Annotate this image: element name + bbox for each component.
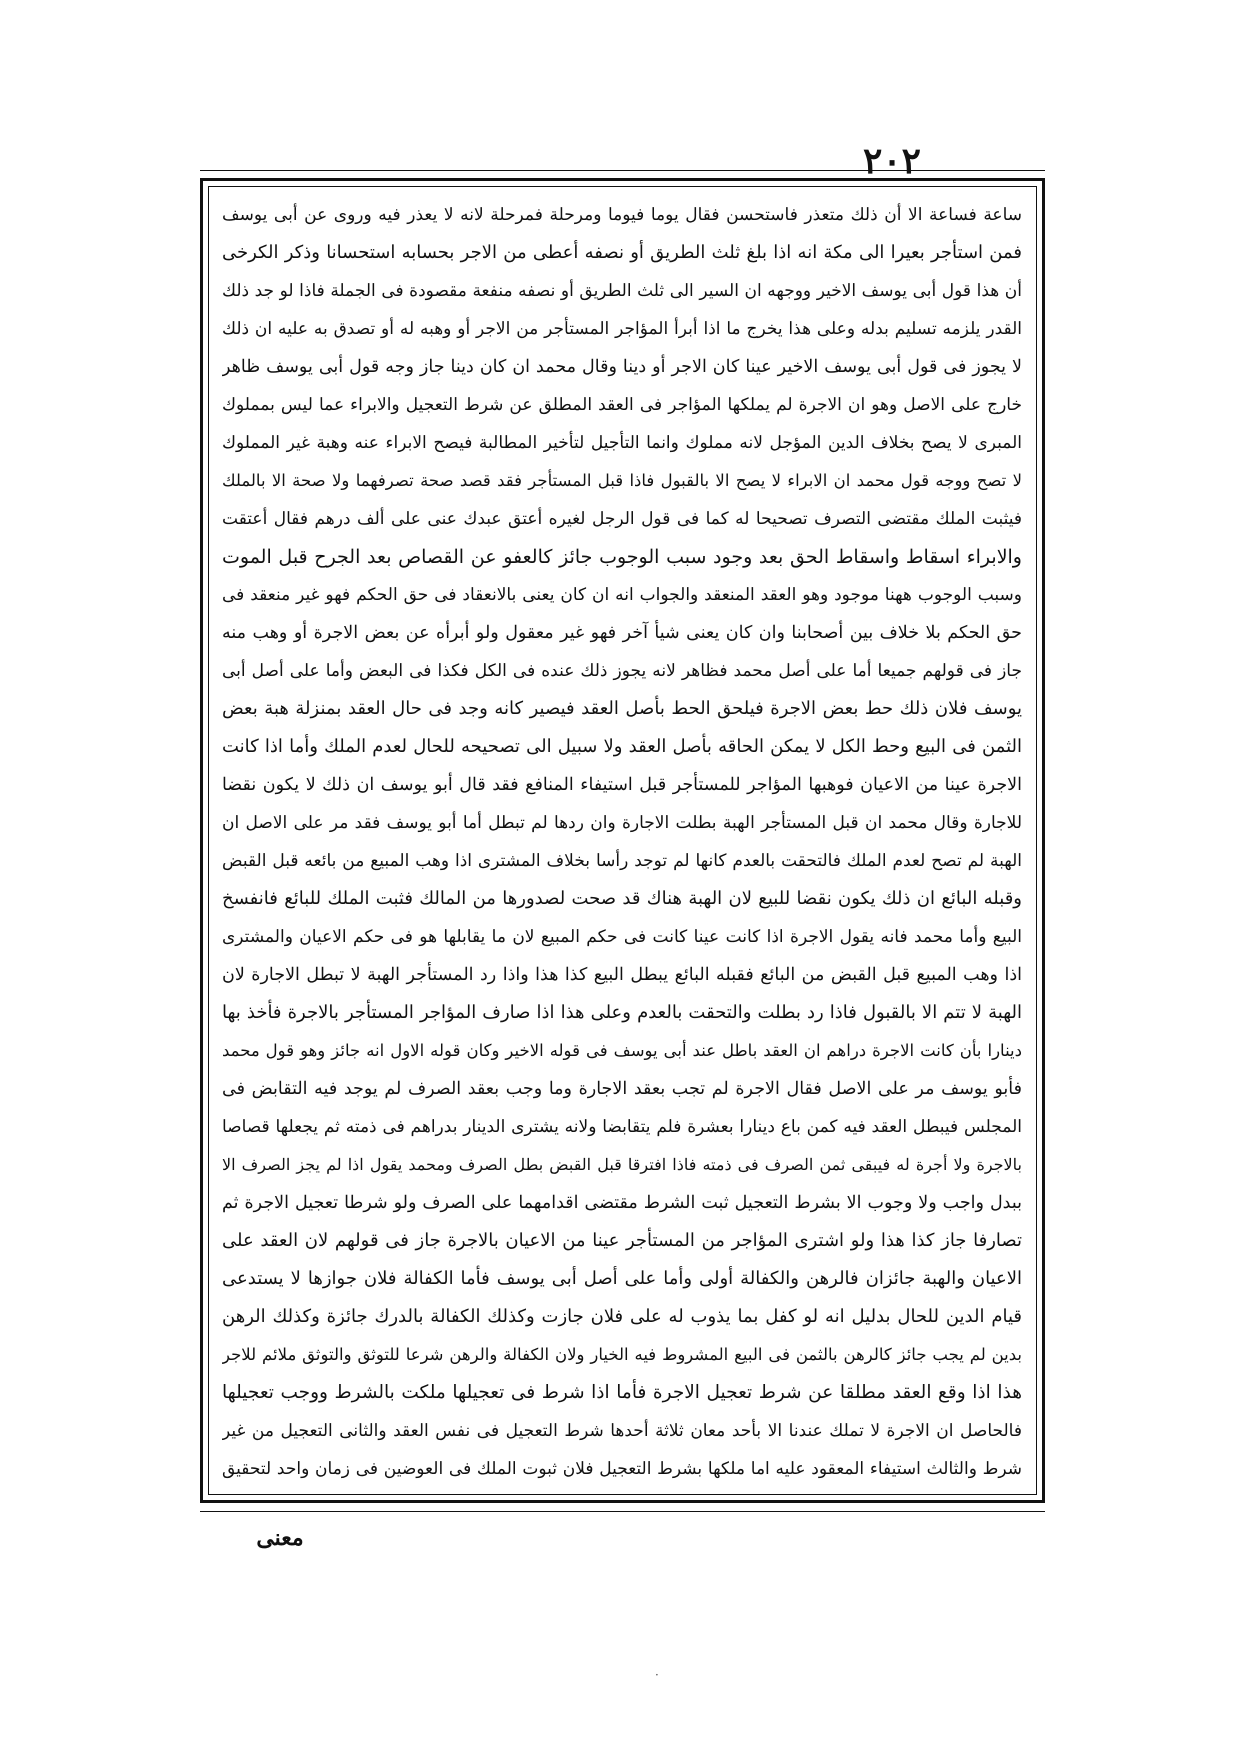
body-text — [222, 196, 1022, 1488]
text-line: وسبب الوجوب ههنا موجود وهو العقد المنعقد والجواب انه ان كان يعنی بالانعقاد فی حق الحكم فهو غير منعقد فی — [222, 585, 1022, 605]
text-line: دينارا بأن كانت الاجرة دراهم ان العقد باطل عند أبی يوسف فی قوله الاخير وكان قوله الاول انه جائز وهو قول محمد — [222, 1041, 1022, 1060]
frame-bottom-rule — [200, 1511, 1045, 1512]
text-line: المجلس فيبطل العقد فيه كمن باع دينارا بعشرة فلم يتقابضا ولانه يشتری الدينار بدراهم فی ذمته ثم يجعلها قصاصا — [222, 1117, 1022, 1137]
frame-top-rule — [200, 170, 1045, 171]
text-line: الاجرة عينا من الاعيان فوهبها المؤاجر للمستأجر قبل استيفاء المنافع فقد قال أبو يوسف ان ذلك لا يكون نقضا — [222, 775, 1022, 795]
text-line: المبری لا يصح بخلاف الدين المؤجل لانه مملوك وانما التأجيل لتأخير المطالبة فيصح الابراء عنه وهبة غير المملوك — [222, 433, 1022, 453]
catchword: معنی — [256, 1525, 304, 1551]
text-line: للاجارة وقال محمد ان قبل المستأجر الهبة بطلت الاجارة وان ردها لم تبطل أما أبو يوسف فقد مر على الاصل ان — [222, 813, 1022, 833]
text-line: هذا اذا وقع العقد مطلقا عن شرط تعجيل الاجرة فأما اذا شرط فی تعجيلها ملكت بالشرط ووجب تعجيلها — [222, 1382, 1022, 1403]
text-line: أن هذا قول أبی یوسف الاخير ووجهه ان السير الى ثلث الطريق أو نصفه منفعة مقصودة فی الجملة فاذا لو جد ذلك — [222, 281, 1022, 301]
text-line: بدين لم يجب جائز كالرهن بالثمن فی البيع المشروط فيه الخيار ولان الكفالة والرهن شرعا للتوثق والتوثق ملائم للاجر — [222, 1345, 1022, 1364]
text-line: لا تصح ووجه قول محمد ان الابراء لا يصح الا بالقبول فاذا قبل المستأجر فقد قصد صحة تصرفهما ولا صحة الا بالملك — [222, 471, 1022, 490]
text-line: والابراء اسقاط واسقاط الحق بعد وجود سبب الوجوب جائز كالعفو عن القصاص بعد الجرح قبل الموت — [222, 546, 1022, 568]
text-line: الهبة لم تصح لعدم الملك فالتحقت بالعدم كانها لم توجد رأسا بخلاف المشتری اذا وهب المبيع من بائعه قبل القبض — [222, 851, 1022, 871]
text-line: الاعيان والهبة جائزان فالرهن والكفالة أولى وأما على أصل أبی يوسف فأما الكفالة فلان جوازها لا يستدعی — [222, 1268, 1022, 1289]
text-line: فأبو يوسف مر على الاصل فقال الاجرة لم تجب بعقد الاجارة وما وجب بعقد الصرف لم يوجد فيه التقابض فی — [222, 1079, 1022, 1099]
text-line: ببدل واجب ولا وجوب الا بشرط التعجيل ثبت الشرط مقتضى اقدامهما على الصرف ولو شرطا تعجيل الاجرة ثم — [222, 1193, 1022, 1213]
text-line: تصارفا جاز كذا هذا ولو اشترى المؤاجر من المستأجر عينا من الاعيان بالاجرة جاز فی قولهم لان العقد على — [222, 1230, 1022, 1251]
text-line: قيام الدين للحال بدليل انه لو كفل بما يذوب له على فلان جازت وكذلك الكفالة بالدرك جائزة وكذلك الرهن — [222, 1306, 1022, 1327]
text-line: الثمن فی البيع وحط الكل لا يمكن الحاقه بأصل العقد ولا سبيل الى تصحيحه للحال لعدم الملك وأما اذا كانت — [222, 736, 1022, 757]
text-line: الهبة لا تتم الا بالقبول فاذا رد بطلت والتحقت بالعدم وعلى هذا اذا صارف المؤاجر المستأجر بالاجرة فأخذ بها — [222, 1002, 1022, 1023]
text-line: يوسف فلان ذلك حط بعض الاجرة فيلحق الحط بأصل العقد فيصير كانه وجد فی حال العقد بمنزلة هبة بعض — [222, 698, 1022, 719]
text-line: فالحاصل ان الاجرة لا تملك عندنا الا بأحد معان ثلاثة أحدها شرط التعجيل فی نفس العقد والثانی التعجيل من غير — [222, 1421, 1022, 1441]
text-line: وقبله البائع ان ذلك يكون نقضا للبيع لان الهبة هناك قد صحت لصدورها من المالك فثبت الملك للبائع فانفسخ — [222, 888, 1022, 909]
text-line: اذا وهب المبيع قبل القبض من البائع فقبله البائع يبطل البيع كذا هذا واذا رد المستأجر الهبة لا تبطل الاجارة لان — [222, 965, 1022, 985]
text-line: حق الحكم بلا خلاف بين أصحابنا وان كان يعنی شيأ آخر فهو غير معقول ولو أبرأه عن بعض الاجرة أو وهب منه — [222, 623, 1022, 643]
text-line: جاز فی قولهم جميعا أما على أصل محمد فظاهر لانه يجوز ذلك عنده فی الكل فكذا فی البعض وأما على أصل أبی — [222, 661, 1022, 681]
text-line: فمن استأجر بعيرا الى مكة انه اذا بلغ ثلث الطريق أو نصفه أعطى من الاجر بحسابه استحسانا وذكر الكرخی — [222, 242, 1022, 263]
scan-speck: · — [655, 1668, 659, 1682]
text-line: شرط والثالث استيفاء المعقود عليه اما ملكها بشرط التعجيل فلان ثبوت الملك فی العوضين فی زمان واحد لتحقيق — [222, 1459, 1022, 1479]
text-line: ساعة فساعة الا أن ذلك متعذر فاستحسن فقال يوما فيوما ومرحلة فمرحلة لانه لا يعذر فيه وروی عن أبی یوسف — [222, 205, 1022, 225]
text-line: فيثبت الملك مقتضى التصرف تصحيحا له كما فی قول الرجل لغيره أعتق عبدك عنی على ألف درهم فقال أعتقت — [222, 509, 1022, 529]
text-line: البيع وأما محمد فانه يقول الاجرة اذا كانت عينا كانت فی حكم المبيع لان ما يقابلها هو فی حكم الاعيان والمشتری — [222, 927, 1022, 947]
text-line: القدر يلزمه تسليم بدله وعلى هذا يخرج ما اذا أبرأ المؤاجر المستأجر من الاجر أو وهبه له أو تصدق به عليه ان ذلك — [222, 319, 1022, 339]
text-line: لا يجوز فی قول أبی یوسف الاخير عينا كان الاجر أو دينا وقال محمد ان كان دينا جاز وجه قول أبی یوسف ظاهر — [222, 357, 1022, 377]
text-line: بالاجرة ولا أجرة له فيبقى ثمن الصرف فی ذمته فاذا افترقا قبل القبض بطل الصرف ومحمد يقول اذا لم يجز الصرف الا — [222, 1155, 1022, 1174]
page-number: ٢٠٢ — [862, 140, 921, 182]
text-line: خارج على الاصل وهو ان الاجرة لم يملكها المؤاجر فی العقد المطلق عن شرط التعجيل والابراء عما ليس بمملوك — [222, 395, 1022, 415]
